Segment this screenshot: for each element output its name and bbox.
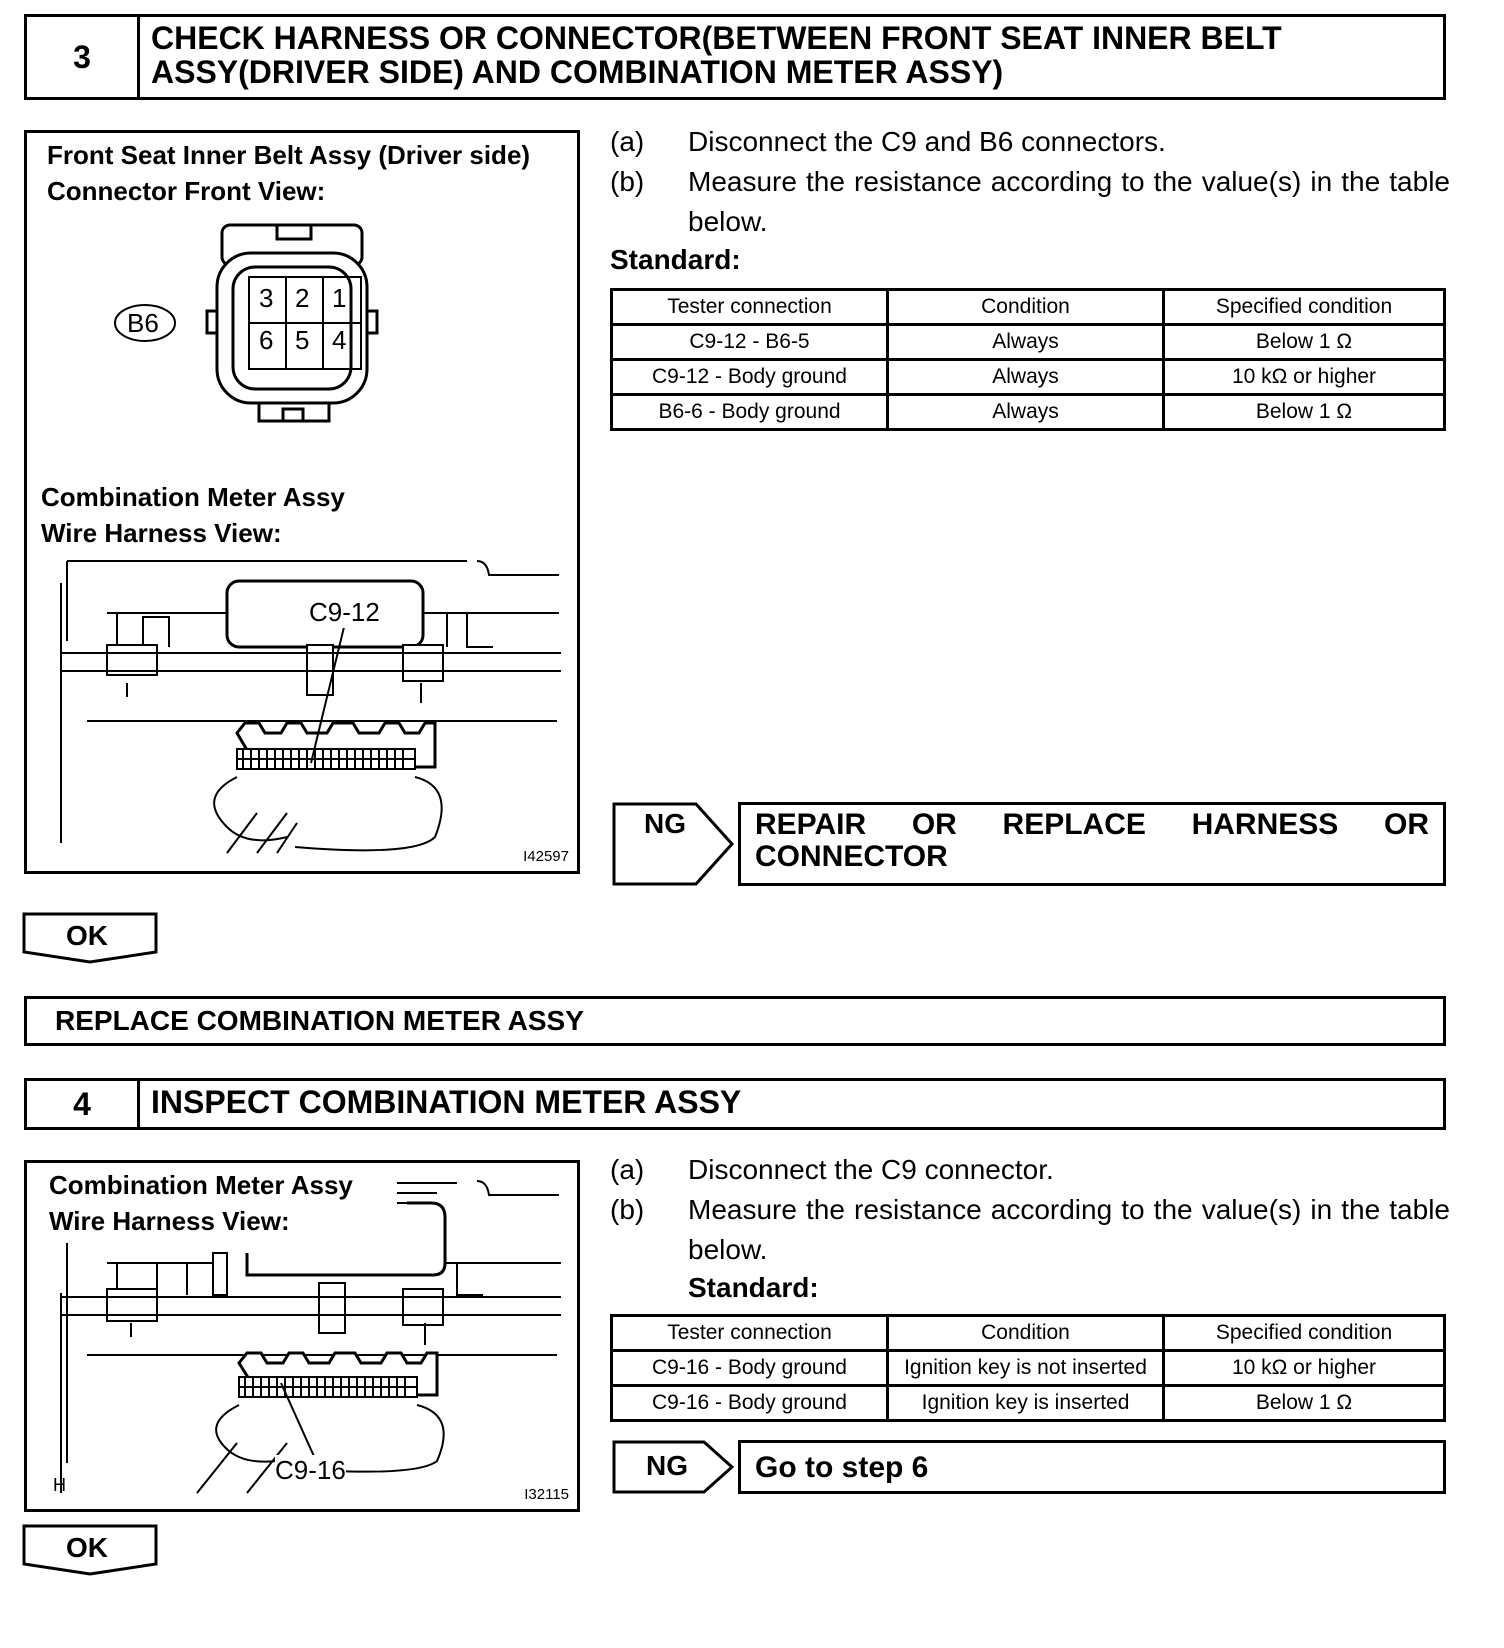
instruction-label: (a)	[610, 1154, 645, 1185]
table-cell: C9-12 - B6-5	[612, 325, 888, 360]
table-row	[612, 395, 1445, 430]
table-cell: 10 kΩ or higher	[1164, 360, 1445, 395]
table-cell: Below 1 Ω	[1164, 1386, 1445, 1421]
table-header: Tester connection	[612, 290, 888, 325]
table-header-row	[612, 290, 1445, 325]
figure-title-belt-line2: Connector Front View:	[47, 176, 326, 206]
figure-title-meter-line2: Wire Harness View:	[41, 518, 282, 548]
step3-header	[24, 14, 1446, 100]
instruction-text: Measure the resistance according to the value(s) in the table below.	[688, 166, 1450, 237]
step4-title: INSPECT COMBINATION METER ASSY	[151, 1084, 742, 1120]
table-header: Condition	[888, 290, 1164, 325]
connector-label-b6: B6	[127, 308, 159, 338]
step3-instruction-b	[610, 162, 1450, 242]
step3-number: 3	[27, 17, 140, 97]
terminal-label-c9-16: C9-16	[275, 1455, 346, 1485]
instruction-text: Disconnect the C9 and B6 connectors.	[688, 126, 1166, 157]
pin-6: 6	[259, 325, 274, 355]
table-cell: Below 1 Ω	[1164, 325, 1445, 360]
figure-title-meter-line2: Wire Harness View:	[49, 1206, 290, 1236]
step3-ng-label: NG	[644, 808, 686, 839]
table-cell: Always	[888, 395, 1164, 430]
table-header: Condition	[888, 1316, 1164, 1351]
table-header: Tester connection	[612, 1316, 888, 1351]
step3-spec-table	[610, 288, 1446, 431]
instruction-label: (b)	[610, 166, 645, 197]
combination-meter-harness-diagram	[27, 553, 577, 873]
step4-ng-result	[738, 1440, 1446, 1494]
step4-spec-table	[610, 1314, 1446, 1422]
replace-combination-meter-text: REPLACE COMBINATION METER ASSY	[55, 1005, 584, 1036]
step4-header	[24, 1078, 1446, 1130]
table-cell: C9-12 - Body ground	[612, 360, 888, 395]
step4-instruction-a	[610, 1150, 1450, 1190]
table-cell: Ignition key is inserted	[888, 1386, 1164, 1421]
pin-5: 5	[295, 325, 310, 355]
pin-2: 2	[295, 283, 310, 313]
pin-1: 1	[332, 283, 347, 313]
table-header-row	[612, 1316, 1445, 1351]
table-cell: Ignition key is not inserted	[888, 1351, 1164, 1386]
table-cell: Below 1 Ω	[1164, 395, 1445, 430]
step3-standard-label: Standard:	[610, 244, 741, 275]
table-row	[612, 1386, 1445, 1421]
table-cell: C9-16 - Body ground	[612, 1351, 888, 1386]
step4-instruction-b	[610, 1190, 1450, 1270]
step4-ok-label: OK	[66, 1532, 108, 1563]
figure-id: I32115	[524, 1486, 569, 1503]
step4-figure	[24, 1160, 580, 1512]
table-cell: Always	[888, 360, 1164, 395]
step4-number: 4	[27, 1081, 140, 1127]
figure-id: I42597	[523, 848, 569, 865]
instruction-label: (b)	[610, 1194, 645, 1225]
figure-title-meter-line1: Combination Meter Assy	[41, 482, 345, 512]
corner-mark: H	[53, 1475, 66, 1495]
step3-instruction-a	[610, 122, 1450, 162]
table-row	[612, 1351, 1445, 1386]
table-cell: B6-6 - Body ground	[612, 395, 888, 430]
step3-ng-result	[738, 802, 1446, 886]
step3-title: CHECK HARNESS OR CONNECTOR(BETWEEN FRONT SEAT INNER BELT ASSY(DRIVER SIDE) AND COMBINATION METER ASSY)	[151, 20, 1282, 90]
table-row	[612, 325, 1445, 360]
figure-title-meter	[41, 479, 345, 551]
step4-ng-result-text: Go to step 6	[755, 1451, 929, 1484]
table-cell: 10 kΩ or higher	[1164, 1351, 1445, 1386]
instruction-text: Measure the resistance according to the value(s) in the table below.	[688, 1194, 1450, 1265]
pin-3: 3	[259, 283, 274, 313]
step3-ok-label: OK	[66, 920, 108, 951]
terminal-label-c9-12: C9-12	[309, 597, 380, 627]
figure-title-meter-line1: Combination Meter Assy	[49, 1170, 353, 1200]
step3-ng-result-text: REPAIR OR REPLACE HARNESS OR CONNECTOR	[755, 808, 1429, 873]
table-header: Specified condition	[1164, 290, 1445, 325]
table-row	[612, 360, 1445, 395]
table-cell: C9-16 - Body ground	[612, 1386, 888, 1421]
figure-title-belt-line1: Front Seat Inner Belt Assy (Driver side)	[47, 140, 531, 170]
replace-combination-meter-box	[24, 996, 1446, 1046]
table-header: Specified condition	[1164, 1316, 1445, 1351]
step3-figure	[24, 130, 580, 874]
instruction-text: Disconnect the C9 connector.	[688, 1154, 1054, 1185]
step4-ng-label: NG	[646, 1450, 688, 1481]
figure-title-belt	[47, 137, 530, 209]
instruction-label: (a)	[610, 126, 645, 157]
step4-standard-label: Standard:	[688, 1272, 819, 1303]
table-cell: Always	[888, 325, 1164, 360]
figure-title-meter	[49, 1167, 353, 1239]
pin-4: 4	[332, 325, 347, 355]
